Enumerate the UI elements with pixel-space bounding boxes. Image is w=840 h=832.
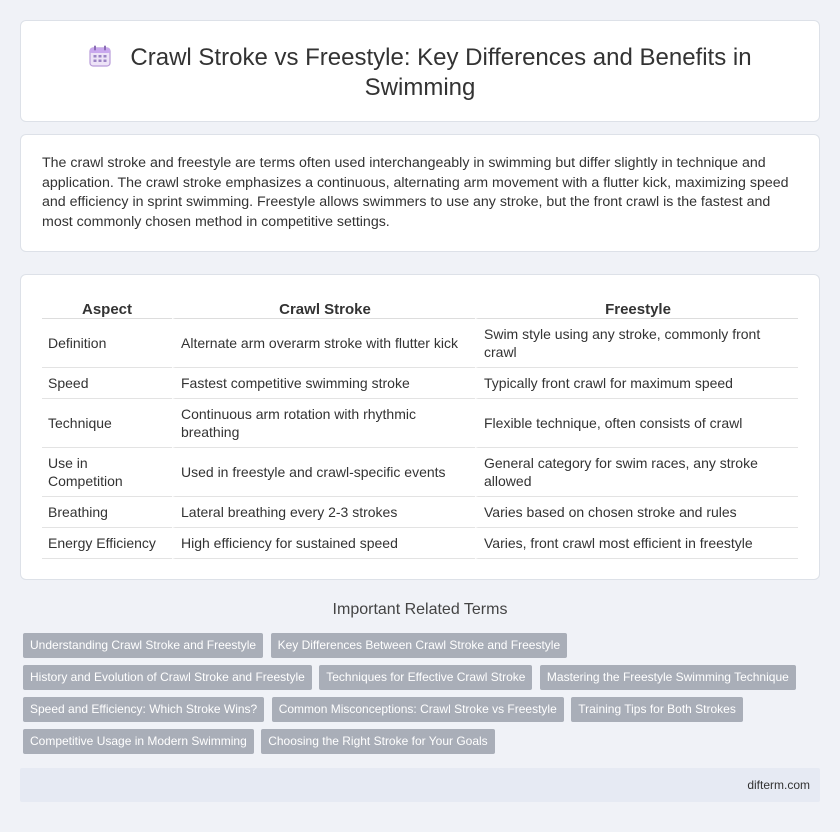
related-terms-tags (23, 633, 813, 761)
intro-card (20, 134, 820, 252)
table-cell: Speed (42, 368, 172, 399)
table-cell: Definition (42, 319, 172, 368)
header-aspect: Aspect (42, 297, 172, 319)
title-card (20, 20, 820, 122)
table-cell: Lateral breathing every 2-3 strokes (172, 497, 475, 528)
table-row (42, 497, 798, 528)
related-terms-title: Important Related Terms (332, 601, 508, 618)
intro-paragraph: The crawl stroke and freestyle are terms often used interchangeably in swimming but differ slightly in technique and application. The crawl stroke emphasizes a continuous, alternating arm movement with a flutter kick, maximizing speed and efficiency in sprint swimming. Freestyle allows swimmers to use any stroke, but the front crawl is the fastest and most commonly chosen method in competitive settings. (42, 155, 789, 230)
table-row (42, 368, 798, 399)
page-title-wrap (51, 43, 789, 103)
table-cell: High efficiency for sustained speed (172, 528, 475, 559)
table-row (42, 528, 798, 559)
table-cell: Fastest competitive swimming stroke (172, 368, 475, 399)
related-term-tag[interactable]: Training Tips for Both Strokes (571, 697, 743, 722)
table-cell: Use in Competition (42, 448, 172, 497)
table-cell: Alternate arm overarm stroke with flutter kick (172, 319, 475, 368)
table-cell: General category for swim races, any stroke allowed (475, 448, 798, 497)
related-term-tag[interactable]: History and Evolution of Crawl Stroke and Freestyle (23, 665, 312, 690)
table-cell: Varies based on chosen stroke and rules (475, 497, 798, 528)
comparison-card (20, 274, 820, 580)
table-header-row (42, 297, 798, 319)
table-cell: Used in freestyle and crawl-specific events (172, 448, 475, 497)
header-freestyle: Freestyle (475, 297, 798, 319)
table-row (42, 399, 798, 448)
table-cell: Varies, front crawl most efficient in freestyle (475, 528, 798, 559)
tag-row (23, 665, 813, 697)
table-row (42, 448, 798, 497)
table-cell: Flexible technique, often consists of crawl (475, 399, 798, 448)
related-term-tag[interactable]: Key Differences Between Crawl Stroke and Freestyle (271, 633, 568, 658)
related-term-tag[interactable]: Speed and Efficiency: Which Stroke Wins? (23, 697, 264, 722)
related-term-tag[interactable]: Mastering the Freestyle Swimming Technique (540, 665, 796, 690)
header-crawl-stroke: Crawl Stroke (172, 297, 475, 319)
related-term-tag[interactable]: Competitive Usage in Modern Swimming (23, 729, 254, 754)
table-cell: Breathing (42, 497, 172, 528)
calendar-icon (88, 44, 112, 68)
tag-row (23, 697, 813, 729)
related-term-tag[interactable]: Common Misconceptions: Crawl Stroke vs Freestyle (272, 697, 564, 722)
table-row (42, 319, 798, 368)
table-cell: Typically front crawl for maximum speed (475, 368, 798, 399)
related-term-tag[interactable]: Techniques for Effective Crawl Stroke (319, 665, 532, 690)
table-cell: Continuous arm rotation with rhythmic breathing (172, 399, 475, 448)
table-cell: Technique (42, 399, 172, 448)
comparison-table (42, 297, 798, 559)
related-term-tag[interactable]: Choosing the Right Stroke for Your Goals (261, 729, 494, 754)
tag-row (23, 729, 813, 761)
table-cell: Energy Efficiency (42, 528, 172, 559)
related-term-tag[interactable]: Understanding Crawl Stroke and Freestyle (23, 633, 263, 658)
footer-site-link[interactable]: difterm.com (747, 778, 810, 792)
tag-row (23, 633, 813, 665)
table-cell: Swim style using any stroke, commonly front crawl (475, 319, 798, 368)
footer (20, 768, 820, 802)
page-title: Crawl Stroke vs Freestyle: Key Differences and Benefits in Swimming (130, 44, 752, 101)
